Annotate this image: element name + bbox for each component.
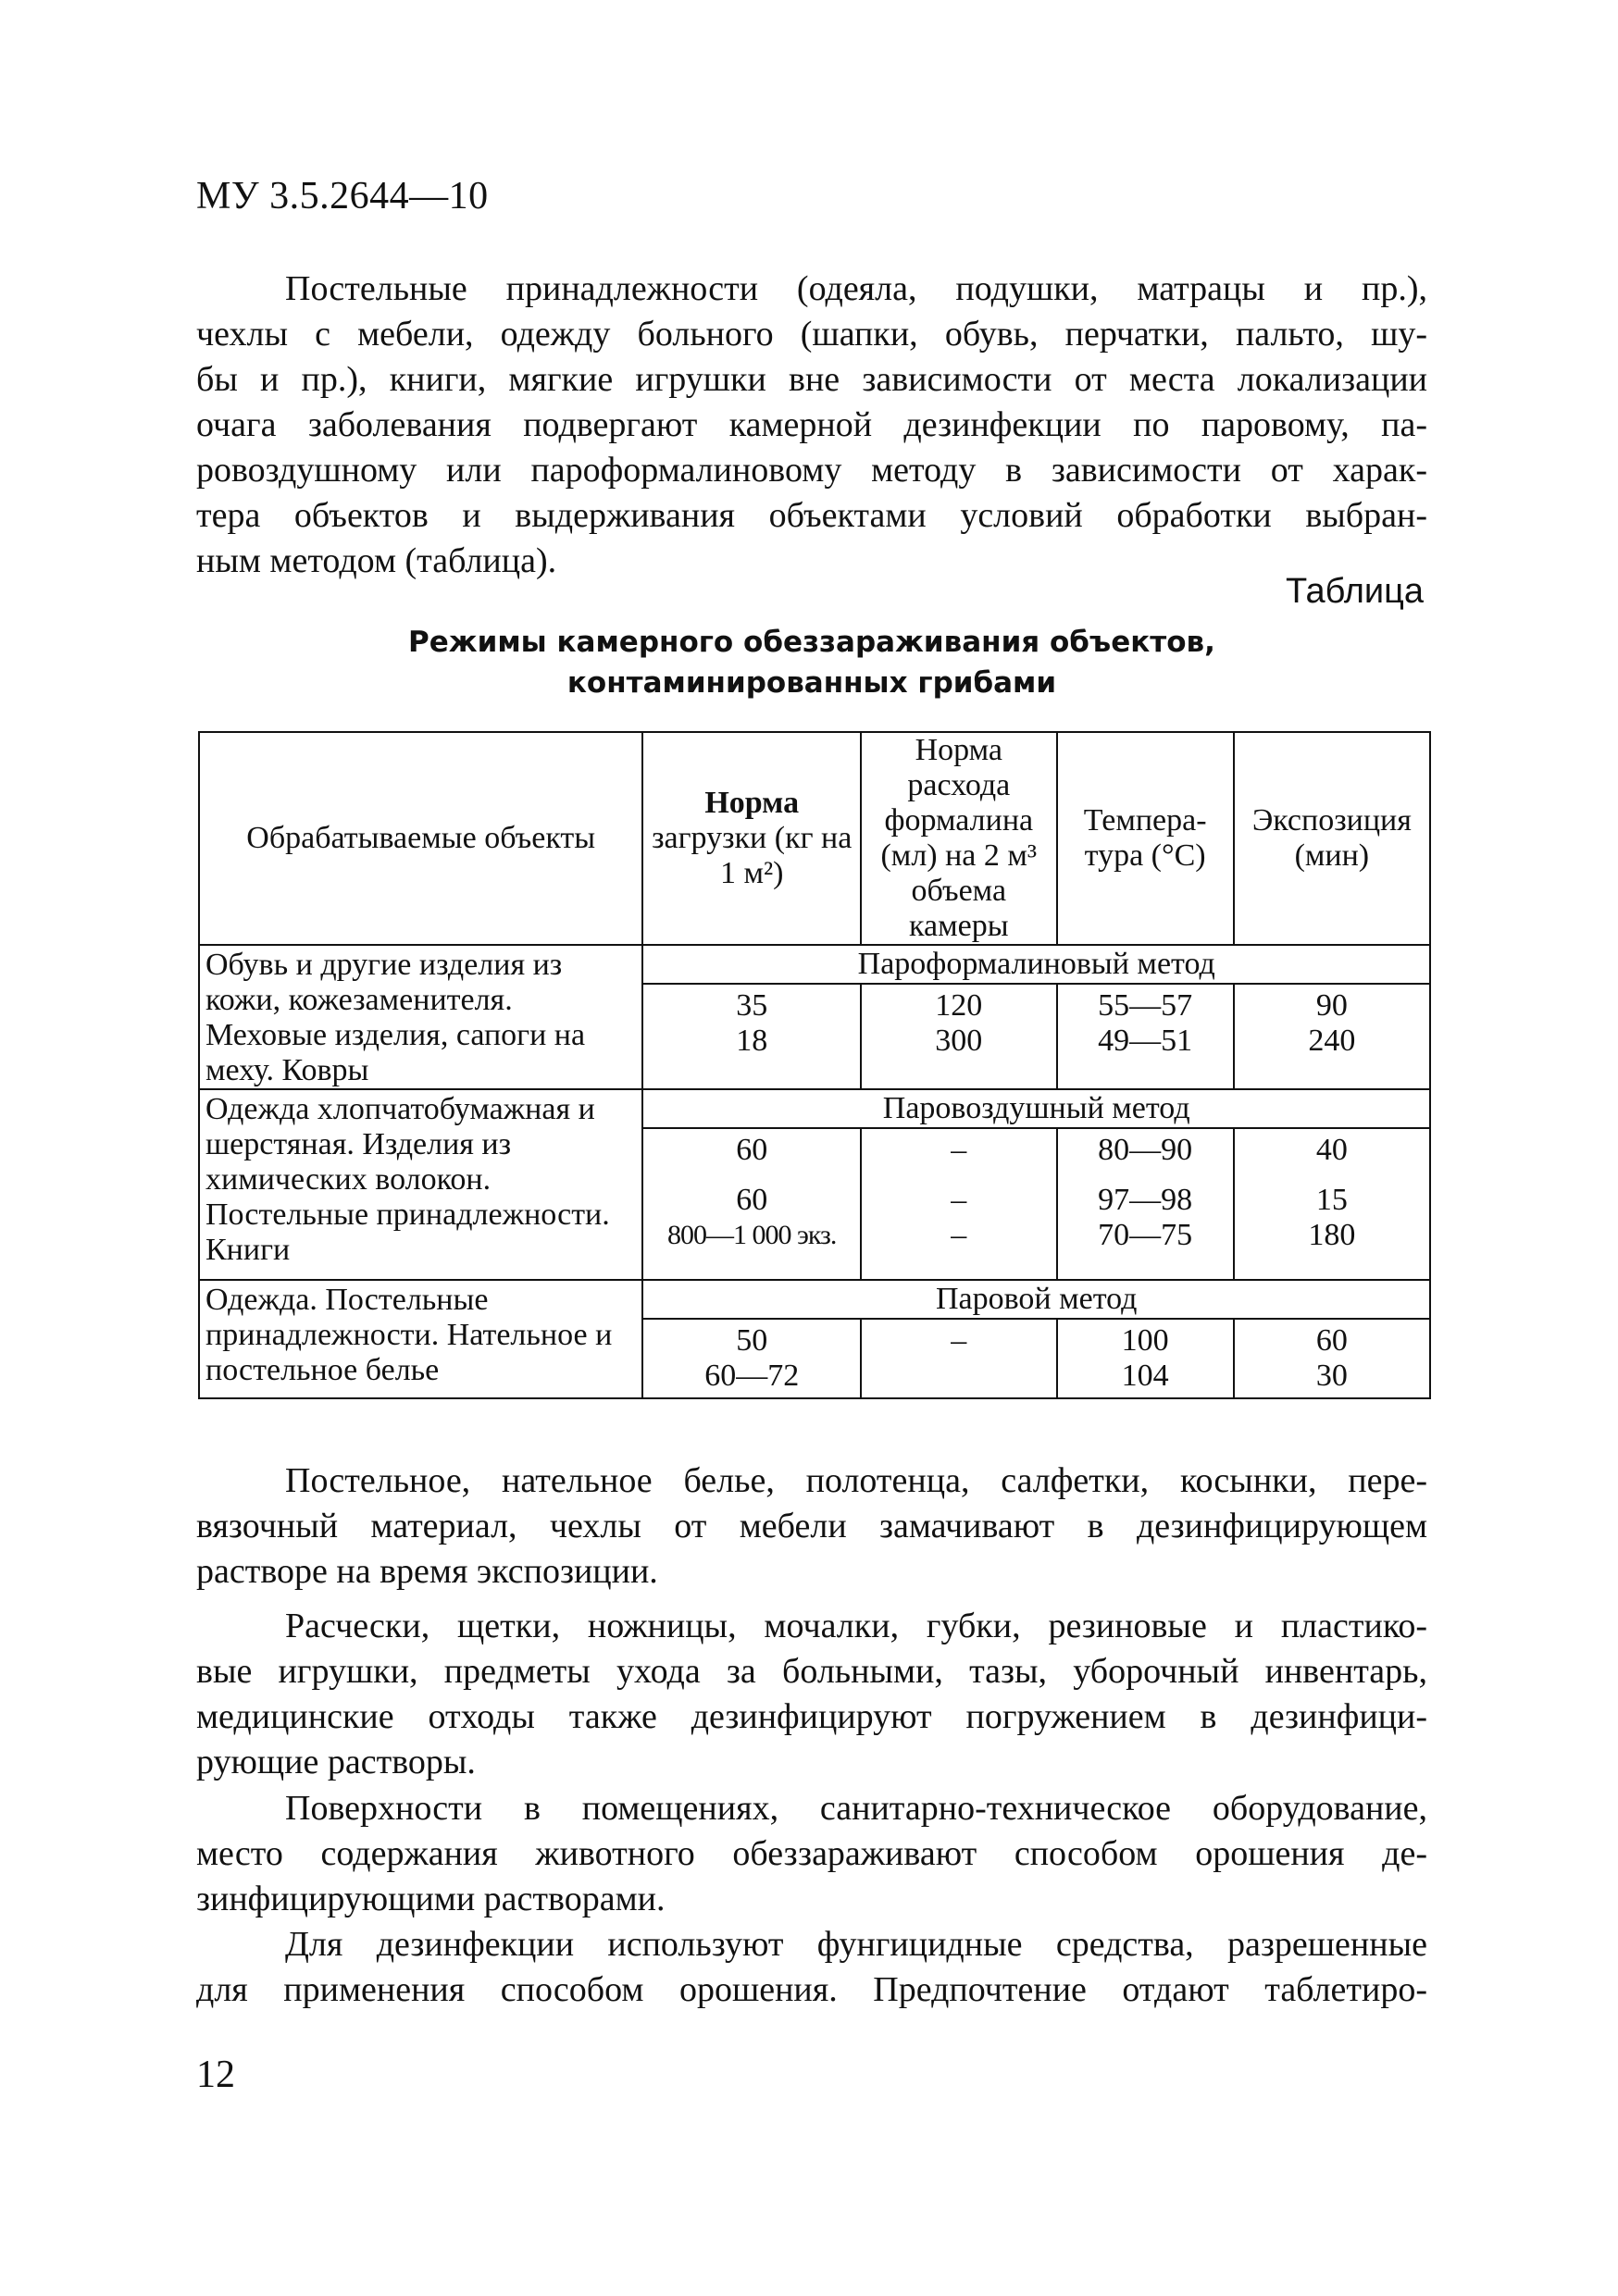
value: 18	[736, 1024, 768, 1058]
value: 800—1 000 экз.	[667, 1220, 837, 1250]
text-line: зинфицирующими растворами.	[196, 1880, 666, 1918]
text-line: Поверхности в помещениях, санитарно-техническое оборудование,	[285, 1789, 1427, 1828]
exposure-cell	[1234, 984, 1430, 1089]
paragraph-surfaces	[196, 1786, 1427, 1922]
text-line: Расчески, щетки, ножницы, мочалки, губки, резиновые и пластико-	[285, 1607, 1427, 1645]
method-row: Паровоздушный метод	[642, 1089, 1430, 1128]
load-cell	[642, 984, 861, 1089]
text-line: тера объектов и выдерживания объектами условий обработки выбран-	[196, 496, 1427, 535]
text-line: рующие растворы.	[196, 1743, 476, 1781]
exposure-cell	[1234, 1128, 1430, 1280]
text-line: очага заболевания подвергают камерной дезинфекции по паровому, па-	[196, 405, 1427, 444]
value: 30	[1315, 1359, 1348, 1393]
header-exposure: Экспозиция (мин)	[1234, 732, 1430, 945]
header-temperature: Темпера-тура (°С)	[1057, 732, 1234, 945]
text-line: Для дезинфекции используют фунгицидные средства, разрешенные	[285, 1925, 1427, 1964]
table-row	[199, 1089, 1430, 1128]
text-line: ным методом (таблица).	[196, 541, 557, 580]
caption-line: Режимы камерного обеззараживания объектов,	[408, 626, 1215, 659]
value: 55—57	[1098, 988, 1193, 1023]
objects-cell: Одежда. Постельные принадлежности. Нательное и постельное белье	[199, 1280, 642, 1398]
paragraph-fungicides	[196, 1922, 1427, 2013]
temperature-cell	[1057, 984, 1234, 1089]
objects-text: Одежда хлопчатобумажная и шерстяная. Изделия из химических волокон.	[205, 1092, 595, 1197]
value: 104	[1121, 1359, 1169, 1393]
paragraph-linen	[196, 1458, 1427, 1595]
objects-cell	[199, 1089, 642, 1280]
value: 100	[1121, 1323, 1169, 1358]
value: 49—51	[1098, 1024, 1193, 1058]
text-line: вые игрушки, предметы ухода за больными, тазы, уборочный инвентарь,	[196, 1652, 1427, 1691]
spacer	[649, 1168, 854, 1183]
table-caption	[196, 622, 1427, 703]
value: 80—90	[1098, 1133, 1193, 1167]
caption-line: контаминированных грибами	[566, 666, 1057, 700]
value: 300	[935, 1024, 983, 1058]
header-formalin: Норма расхода формалина (мл) на 2 м³ объема камеры	[861, 732, 1057, 945]
formalin-cell	[861, 1319, 1057, 1398]
value: 60	[736, 1133, 768, 1167]
value: 240	[1308, 1024, 1356, 1058]
value: 90	[1315, 988, 1348, 1023]
text-line: растворе на время экспозиции.	[196, 1552, 658, 1591]
value: 60	[736, 1183, 768, 1217]
formalin-cell	[861, 984, 1057, 1089]
text-line: чехлы с мебели, одежду больного (шапки, обувь, перчатки, пальто, шу-	[196, 315, 1427, 354]
value: 15	[1315, 1183, 1348, 1217]
table-label: Таблица	[1286, 572, 1424, 611]
objects-text: Постельные принадлежности. Книги	[205, 1198, 610, 1267]
text-line: для применения способом орошения. Предпочтение отдают таблетиро-	[196, 1970, 1427, 2009]
paragraph-items	[196, 1604, 1427, 1785]
exposure-cell	[1234, 1319, 1430, 1398]
table-header-row	[199, 732, 1430, 945]
value: 97—98	[1098, 1183, 1193, 1217]
text-line: медицинские отходы также дезинфицируют погружением в дезинфици-	[196, 1697, 1427, 1736]
method-row: Пароформалиновый метод	[642, 945, 1430, 984]
text-line: Постельное, нательное белье, полотенца, салфетки, косынки, пере-	[285, 1461, 1427, 1500]
value: 40	[1315, 1133, 1348, 1167]
header-load	[642, 732, 861, 945]
spacer	[1240, 1168, 1424, 1183]
value: 50	[736, 1323, 768, 1358]
header-load-bold: Норма	[704, 786, 800, 820]
regimes-table	[198, 731, 1431, 1399]
text-line: Постельные принадлежности (одеяла, подушки, матрацы и пр.),	[285, 269, 1427, 308]
page-number: 12	[196, 2054, 235, 2096]
header-load-rest: загрузки (кг на 1 м²)	[652, 821, 853, 890]
value: 60	[1315, 1323, 1348, 1358]
method-row: Паровой метод	[642, 1280, 1430, 1319]
text-line: вязочный материал, чехлы от мебели замачивают в дезинфицирующем	[196, 1507, 1427, 1545]
temperature-cell	[1057, 1128, 1234, 1280]
value: 60—72	[704, 1359, 800, 1393]
value: –	[951, 1218, 967, 1252]
text-line: ровоздушному или пароформалиновому методу в зависимости от харак-	[196, 451, 1427, 490]
spacer	[867, 1168, 1051, 1183]
load-cell	[642, 1319, 861, 1398]
value: –	[951, 1323, 967, 1358]
formalin-cell	[861, 1128, 1057, 1280]
table-row	[199, 945, 1430, 984]
value: 35	[736, 988, 768, 1023]
value: 70—75	[1098, 1218, 1193, 1252]
value: 180	[1308, 1218, 1356, 1252]
spacer	[1064, 1168, 1227, 1183]
intro-paragraph	[196, 267, 1427, 584]
table-row	[199, 1280, 1430, 1319]
value: 120	[935, 988, 983, 1023]
header-objects: Обрабатываемые объекты	[199, 732, 642, 945]
text-line: бы и пр.), книги, мягкие игрушки вне зависимости от места локализации	[196, 360, 1427, 399]
value: –	[951, 1183, 967, 1217]
document-code: МУ 3.5.2644—10	[196, 175, 489, 217]
text-line: место содержания животного обеззараживают способом орошения де-	[196, 1834, 1427, 1873]
objects-cell: Обувь и другие изделия из кожи, кожезаменителя. Меховые изделия, сапоги на меху. Ковры	[199, 945, 642, 1089]
load-cell	[642, 1128, 861, 1280]
value: –	[951, 1133, 967, 1167]
temperature-cell	[1057, 1319, 1234, 1398]
